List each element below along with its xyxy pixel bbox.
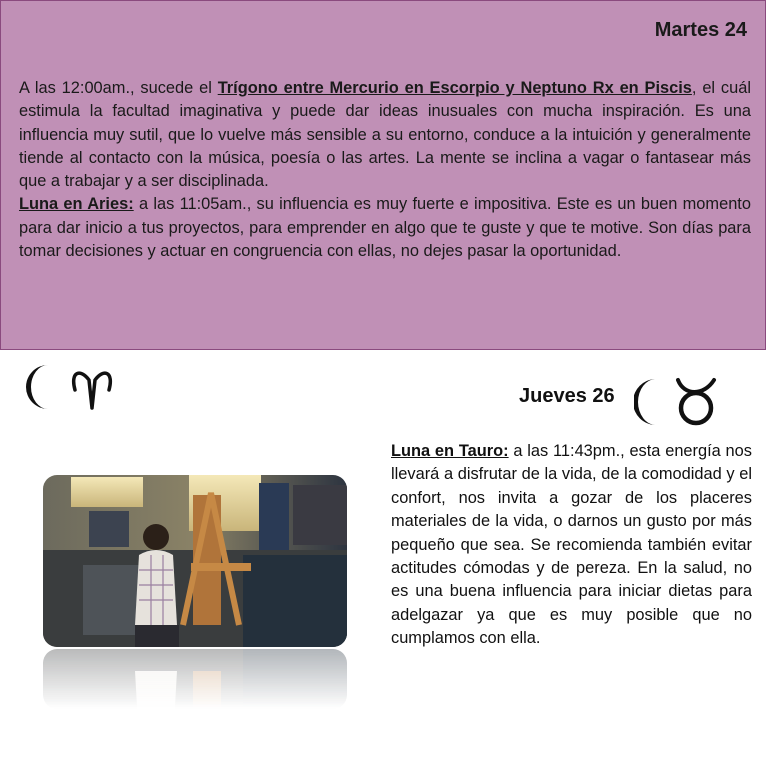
luna-tauro-label: Luna en Tauro:	[391, 442, 509, 460]
moon-aries-icon	[26, 362, 116, 414]
painter-photo	[43, 475, 347, 647]
painter-photo-reflection	[43, 649, 347, 709]
moon-taurus-icon	[634, 374, 724, 430]
luna-tauro-text: a las 11:43pm., esta energía nos llevará a disfrutar de la vida, de la comodidad y el confort, nos invita a gozar de los placeres materiales de la vida, o darnos un gusto por más pequeño que sea. Se recomienda también evitar actitudes cómodas y de pereza. En la salud, no es una buena influencia para iniciar dietas para adelgazar ya que es muy posible que no cumplamos con ella.	[391, 442, 752, 648]
day-title-martes: Martes 24	[654, 19, 747, 41]
tuesday-text	[19, 77, 751, 263]
luna-aries-text: a las 11:05am., su influencia es muy fuerte e impositiva. Este es un buen momento para dar inicio a tus proyectos, para emprender en algo que te guste y que te motive. Son días para tomar decisiones y actuar en congruencia con ellas, no dejes pasar la oportunidad.	[19, 195, 751, 261]
paragraph-luna-aries	[19, 193, 751, 263]
luna-aries-label: Luna en Aries:	[19, 195, 134, 214]
day-title-jueves: Jueves 26	[519, 385, 615, 407]
intro-text: A las 12:00am., sucede el	[19, 79, 218, 97]
trigono-link[interactable]: Trígono entre Mercurio en Escorpio y Neptuno Rx en Piscis	[217, 79, 692, 97]
tuesday-panel	[0, 0, 766, 350]
thursday-text	[391, 440, 752, 651]
paragraph-mercurio	[19, 77, 751, 193]
trigono-text: , el cuál estimula la facultad imaginativa y puede dar ideas inusuales con mucha inspiración. Es una influencia muy sutil, que lo vuelve más sensible a su entorno, conduce a la intuición y generalmente tiende al contacto con la música, poesía o las artes. La mente se inclina a vagar o fantasear más que a trabajar y a ser disciplinada.	[19, 79, 751, 191]
